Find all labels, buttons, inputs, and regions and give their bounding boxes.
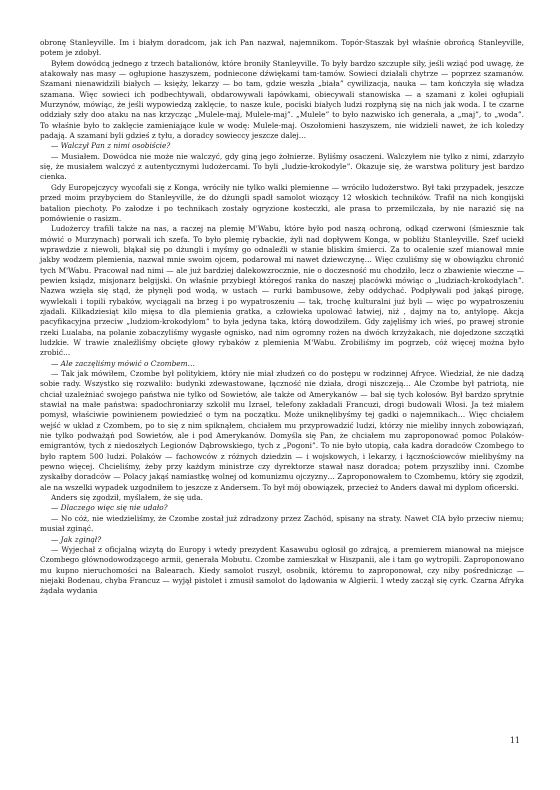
paragraph: obronę Stanleyville. Im i białym doradcom, jak ich Pan nazwał, najemnikom. Topór-Staszak był właśnie obrońcą Stanleyville, potem je zdobył.	[40, 38, 524, 58]
paragraph: Ludożercy trafili także na nas, a raczej na plemię M'Wabu, które było pod naszą ochroną, odkąd czerwoni (śmiesznie tak mówić o Murzynach) porwali ich szefa. To było plemię rybackie, żyli nad dopływem Konga, w pobliżu Stanleyville. Szef uciekł wprawdzie z niewoli, błąkał się po dżungli i myśmy go odnaleźli w stanie bliskim śmierci. Za to ocalenie szef mianował mnie jakby wodzem plemienia, nazwał mnie swoim ojcem, podarował mi nawet dziewczynę… Więc czuliśmy się w obowiązku chronić tych M'Wabu. Pracował nad nimi — ale już bardziej dalekowzrocznie, nie o doczesność mu chodziło, lecz o zbawienie wieczne — pewien ksiądz, misjonarz belgijski. On właśnie przybiegł któregoś ranka do naszej placówki mówiąc o „ludziach-krokodylach”. Nazwa wzięła się stąd, że płynęli pod wodą, w ustach — rurki bambusowe, żeby oddychać. Podpływali pod jakąś pirogę, wywlekali i topili rybaków, wyciągali na brzeg i po wypatroszeniu — tak, trochę kulturalni już byli — więc po wypatroszeniu zjadali. Kilkadziesiąt kilo mięsa to dla plemienia gratka, a człowieka upolować łatwiej, niż , dajmy na to, antylopę. Akcja pacyfikacyjna przeciw „ludziom-krokodylom” to była jedyna taka, którą dowodziłem. Gdy zajęliśmy ich wieś, po prawej stronie rzeki Lualaba, na polanie zobaczyliśmy wygasłe ognisko, nad nim ogromny rożen na dwóch krzyżakach, nie dojedzone szczątki ludzkie. W trawie znaleźliśmy obcięte głowy rybaków z plemienia M'Wabu. Zrobiliśmy im pogrzeb, cóż więcej można było zrobić…	[40, 224, 524, 358]
paragraph: Anders się zgodził, myślałem, że się uda.	[51, 493, 203, 503]
interviewer-question: — Ale zaczęliśmy mówić o Czombem…	[51, 358, 195, 368]
page-number: 11	[509, 736, 520, 745]
paragraph: Gdy Europejczycy wycofali się z Konga, wróciły nie tylko walki plemienne — wróciło ludożerstwo. Był taki przypadek, jeszcze przed moim przybyciem do Stanleyville, że do dżungli spadł samolot wiozący 12 włoskich techników. Trafił na nich kongijski batalion piechoty. Po załodze i po technikach zostały ogryzione kosteczki, ale prasa to przemilczała, by nie narazić się na pomówienie o rasizm.	[40, 182, 524, 223]
paragraph: — Musiałem. Dowódca nie może nie walczyć, gdy giną jego żołnierze. Byliśmy osaczeni. Walczyłem nie tylko z nimi, zdarzyło się, że musiałem walczyć z autentycznymi ludożercami. To byli „ludzie-krokodyle”. Okazuje się, że warstwa politury jest bardzo cienka.	[40, 151, 524, 182]
interviewer-question: — Jak zginął?	[51, 534, 102, 544]
paragraph: — No cóż, nie wiedzieliśmy, że Czombe został już zdradzony przez Zachód, spisany na straty. Nawet CIA było przeciw niemu; musiał zginąć.	[40, 513, 524, 534]
interviewer-question: — Dlaczego więc się nie udało?	[51, 503, 168, 513]
paragraph: — Tak jak mówiłem, Czombe był politykiem, który nie miał złudzeń co do postępu w rodzinnej Afryce. Wiedział, że nie dadzą sobie rady. Wszystko się rozwaliło: budynki zdewastowane, łączność nie działa, drogi niszczeją… Ale Czombe był patriotą, nie chciał uzależniać swojego państwa nie tylko od Sowietów, ale także od Amerykanów — bał się tych kołosów. Był bardzo sprytnie stawiał na małe państwa: spadochroniarzy szkolił mu Izrael, telefony zakładali Francuzi, drogi budowali Włosi. Ja też miałem pomysł, właściwie powinienem powiedzieć o tym na początku. Może uniknęlibyśmy tej gadki o najemnikach… Więc chciałem wejść w układ z Czombem, po to się z nim spiknąłem, chciałem mu przyprowadzić ludzi, którzy nie mieliby innych zobowiązań, nie tylko podważąń pod Sowietów, ale i pod Amerykanów. Domyśla się Pan, że chciałem mu zaproponować pomoc Polaków-emigrantów, tych z niedoszłych Legionów Dąbrowskiego, tych z „Pogoni”. To nie było utopią, cała kadra doradców Czombego to było raptem 500 ludzi. Polaków — fachowców z różnych dziedzin — i wojskowych, i lekarzy, i łącznościowców mielibyśmy na pewno więcej. Chcieliśmy, żeby przy każdym ministrze czy dyrektorze stawał nasz doradca; potem przyszliby inni. Czombe zyskałby doradców — Polacy jakąś namiastkę wolnej od komunizmu ojczyzny… Zaproponowałem to Czombemu, który się zgodził, ale na wszelki wypadek uzgodniłem to jeszcze z Andersem. To był mój obowiązek, przecież to Anders dawał mi dyplom oficerski.	[40, 369, 524, 492]
paragraph: — Wyjechał z oficjalną wizytą do Europy i wtedy prezydent Kasawubu ogłosił go zdrajcą, a premierem mianował na miejsce Czombego głównodowodzącego armii, generała Mobutu. Czombe zamieszkał w Hiszpanii, ale i tam go wytropili. Zaproponowano mu kupno nieruchomości na Balearach. Kiedy samolot ruszył, osobnik, któremu to zaproponował, czy niby pośrednicząc — niejaki Bodenau, chyba Francuz — wyjął pistolet i zmusił samolot do lądowania w Algierii. I wtedy zaczął się cyrk. Czarna Afryka żądała wydania	[40, 544, 524, 596]
paragraph: Byłem dowódcą jednego z trzech batalionów, które broniły Stanleyville. To były bardzo szczupłe siły, jeśli wziąć pod uwagę, że atakowały nas masy — ogłupione haszyszem, podniecone dźwiękami tam-tamów. Sowieci działali chytrze — poprzez szamanów. Szamani nienawidzili białych — księży, lekarzy — bo tam, gdzie weszła „biała” cywilizacja, nauka — tam kończyła się władza szamana. Więc sowieci ich podbechtywali, obdarowywali łapówkami, obiecywali stanowiska — a szamani z kolei ogłupiali Murzynów, mówiąc, że jeśli wypowiedzą zaklęcie, to nasze kule, pociski białych ludzi rozpłyną się na nich jak woda. I te czarne oddziały szły doo ataku na nas krzycząc „Mulele-maj, Mulele-maj”. „Mulele” to było nazwisko ich generała, a „maj”, to „woda”. To właśnie było to zaklęcie zamieniające kule w wodę: Mulele-maj. Oszołomieni haszyszem, nie widzieli nawet, że ich koledzy padają. A szamani byli gdzieś z tyłu, a doradcy sowieccy jeszcze dalej…	[40, 58, 524, 141]
article-body	[40, 38, 524, 597]
interviewer-question: — Walczył Pan z nimi osobiście?	[51, 141, 171, 151]
